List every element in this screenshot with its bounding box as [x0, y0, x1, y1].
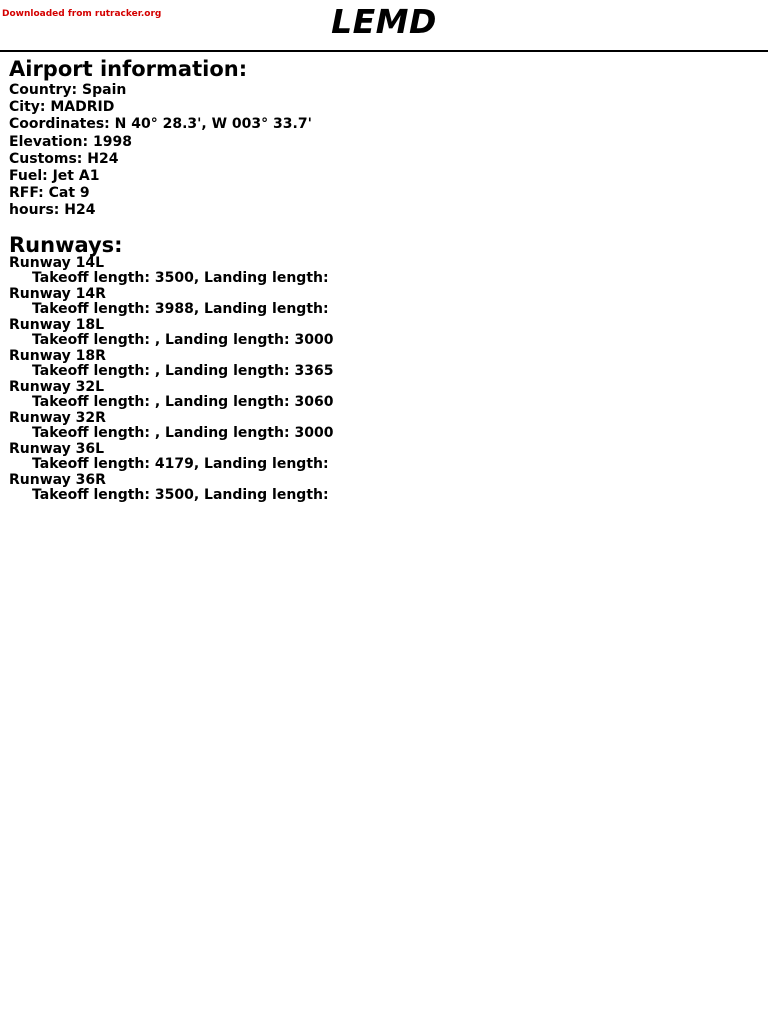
- runway-detail: Takeoff length: 3500, Landing length:: [32, 487, 329, 504]
- runways-heading: Runways:: [9, 232, 123, 257]
- runway-name: Runway 18R: [9, 347, 106, 364]
- info-country: Country: Spain: [9, 82, 127, 98]
- runway-detail: Takeoff length: 3500, Landing length:: [32, 270, 329, 287]
- runway-name: Runway 36L: [9, 440, 105, 457]
- info-city: City: MADRID: [9, 99, 115, 116]
- runway-detail: Takeoff length: 3988, Landing length:: [32, 301, 329, 318]
- runway-name: Runway 36R: [9, 471, 106, 488]
- runway-entry: [9, 285, 749, 319]
- airport-info-heading: Airport information:: [9, 57, 248, 81]
- runway-name: Runway 32L: [9, 378, 105, 395]
- runway-entry: [9, 347, 749, 381]
- runway-detail: Takeoff length: , Landing length: 3365: [32, 363, 334, 380]
- info-coordinates: Coordinates: N 40° 28.3', W 003° 33.7': [9, 116, 312, 133]
- runway-entry: [9, 316, 749, 350]
- runway-detail: Takeoff length: , Landing length: 3000: [32, 332, 334, 349]
- watermark: Downloaded from rutracker.org: [2, 9, 162, 19]
- document-body: [9, 57, 749, 505]
- runway-name: Runway 14L: [9, 254, 105, 271]
- runway-name: Runway 32R: [9, 409, 106, 426]
- runway-entry: [9, 378, 749, 412]
- info-rff: RFF: Cat 9: [9, 185, 90, 202]
- info-fuel: Fuel: Jet A1: [9, 168, 100, 185]
- runway-name: Runway 18L: [9, 316, 105, 333]
- airport-info-list: [9, 82, 749, 220]
- runway-detail: Takeoff length: 4179, Landing length:: [32, 456, 329, 473]
- info-elevation: Elevation: 1998: [9, 133, 132, 150]
- page-title: LEMD: [331, 2, 437, 41]
- info-customs: Customs: H24: [9, 150, 119, 167]
- info-hours: hours: H24: [9, 202, 96, 219]
- header-divider: [0, 50, 768, 52]
- runway-entry: [9, 409, 749, 443]
- runway-detail: Takeoff length: , Landing length: 3000: [32, 425, 334, 442]
- runway-entry: [9, 440, 749, 474]
- runway-detail: Takeoff length: , Landing length: 3060: [32, 394, 334, 411]
- runway-entry: [9, 254, 749, 288]
- runway-list: [9, 254, 749, 505]
- runway-name: Runway 14R: [9, 285, 106, 302]
- runway-entry: [9, 471, 749, 505]
